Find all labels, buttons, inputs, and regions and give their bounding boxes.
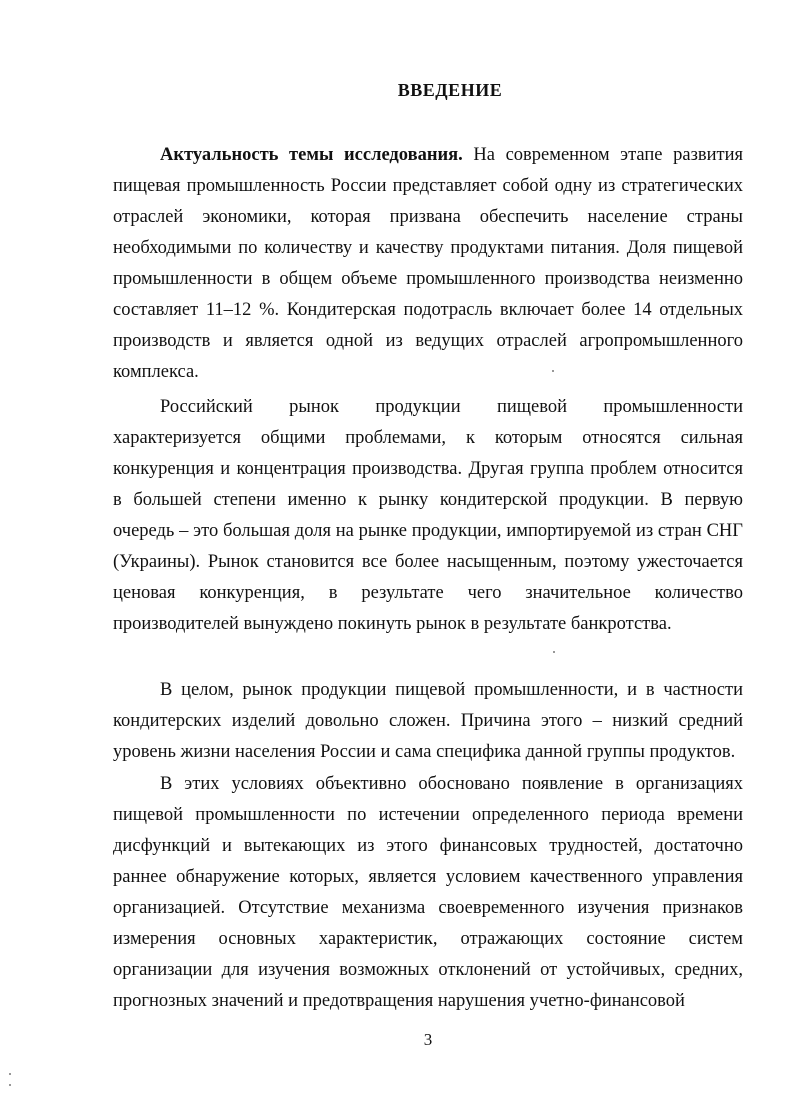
paragraph-relevance <box>113 140 743 388</box>
scan-speck <box>9 1073 11 1075</box>
page-number: 3 <box>423 1030 433 1049</box>
paragraph-market-problems: Российский рынок продукции пищевой промышленности характеризуется общими проблемами, к которым относятся сильная конкуренция и концентрация производства. Другая группа проблем относится в большей степени именно к рынку кондитерской продукции. В первую очередь – это большая доля на рынке продукции, импортируемой из стран СНГ (Украины). Рынок становится все более насыщенным, поэтому ужесточается ценовая конкуренция, в результате чего значительное количество производителей вынуждено покинуть рынок в результате банкротства. <box>113 397 743 634</box>
paragraph-conditions: В этих условиях объективно обосновано появление в организациях пищевой промышленности по истечении определенного периода времени дисфункций и вытекающих из этого финансовых трудностей, достаточно раннее обнаружение которых, является условием качественного управления организацией. Отсутствие механизма своевременного изучения признаков измерения основных характеристик, отражающих состояние систем организации для изучения возможных отклонений от устойчивых, средних, прогнозных значений и предотвращения нарушения учетно-финансовой <box>113 774 743 1011</box>
scan-speck <box>9 1084 11 1086</box>
paragraph-lead: Актуальность темы исследования. <box>160 145 463 165</box>
paragraph-text: На современном этапе развития пищевая промышленность России представляет собой одну из стратегических отраслей экономики, которая призвана обеспечить население страны необходимыми по количеству и качеству продуктами питания. Доля пищевой промышленности в общем объеме промышленного производства неизменно составляет 11–12 %. Кондитерская подотрасль включает более 14 отдельных производств и является одной из ведущих отраслей агропромышленного комплекса. <box>113 145 744 382</box>
scan-speck <box>553 651 555 653</box>
section-heading: ВВЕДЕНИЕ <box>397 80 503 100</box>
paragraph-market-complexity: В целом, рынок продукции пищевой промышленности, и в частности кондитерских изделий довольно сложен. Причина этого – низкий средний уровень жизни населения России и сама специфика данной группы продуктов. <box>113 680 743 762</box>
scan-speck <box>552 370 554 372</box>
